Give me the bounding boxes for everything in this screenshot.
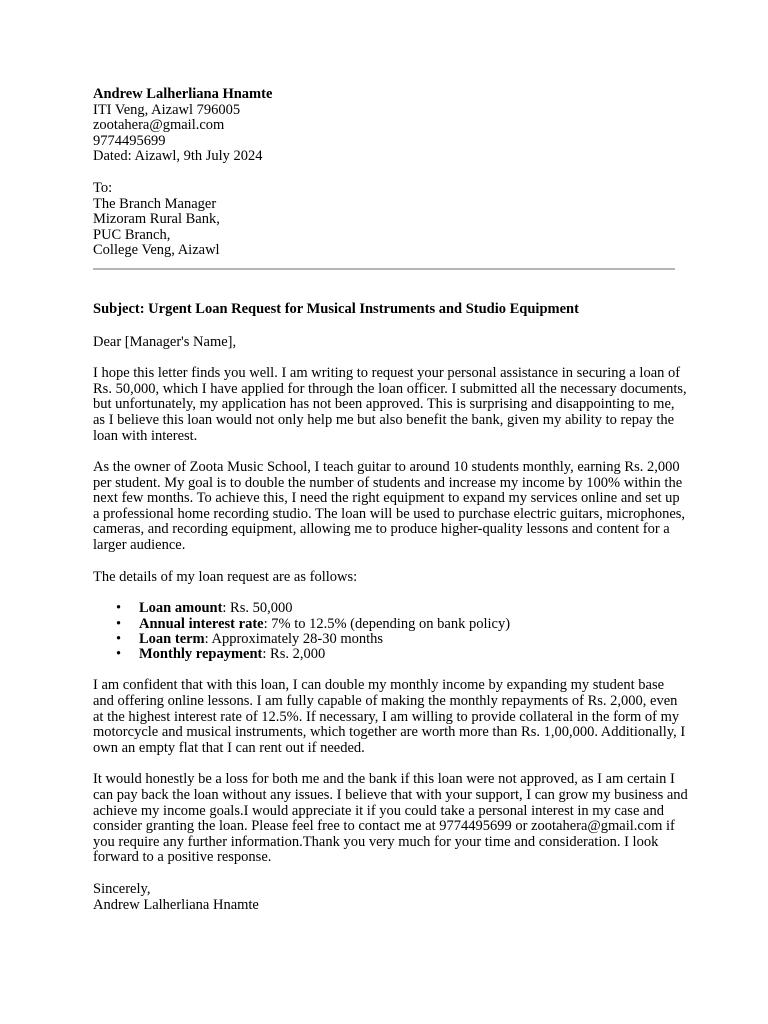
horizontal-divider bbox=[93, 268, 675, 270]
paragraph-line: next few months. To achieve this, I need the right equipment to expand my services online and set up bbox=[93, 490, 680, 507]
paragraph-line: larger audience. bbox=[93, 537, 186, 554]
letter-page bbox=[93, 86, 688, 913]
valediction: Sincerely, bbox=[93, 880, 151, 897]
paragraph-line: I hope this letter finds you well. I am writing to request your personal assistance in securing a loan of bbox=[93, 365, 681, 382]
detail-value: : Rs. 50,000 bbox=[222, 600, 293, 617]
detail-label: Monthly repayment bbox=[139, 646, 263, 663]
recipient-block bbox=[93, 181, 677, 259]
bullet-icon: • bbox=[116, 630, 122, 647]
paragraph-line: Rs. 50,000, which I have applied for through the loan officer. I submitted all the necessary documents, bbox=[93, 380, 687, 397]
list-item bbox=[116, 600, 677, 617]
paragraph-line: It would honestly be a loss for both me and the bank if this loan were not approved, as I am certain I bbox=[93, 771, 675, 788]
list-item bbox=[116, 630, 677, 647]
paragraph-line: motorcycle and musical instruments, which together are worth more than Rs. 1,00,000. Additionally, I bbox=[93, 724, 686, 741]
recipient-bank: Mizoram Rural Bank, bbox=[93, 211, 220, 228]
detail-value: : 7% to 12.5% (depending on bank policy) bbox=[263, 615, 511, 632]
closing-block bbox=[93, 882, 677, 913]
paragraph-line: cameras, and recording equipment, allowing me to produce higher-quality lessons and content for a bbox=[93, 521, 670, 538]
paragraph-line: can pay back the loan without any issues. I believe that with your support, I can grow my business and bbox=[93, 787, 688, 803]
sender-name: Andrew Lalherliana Hnamte bbox=[93, 86, 273, 102]
paragraph-line: achieve my income goals.I would appreciate it if you could take a personal interest in my case and bbox=[93, 802, 664, 819]
paragraph-line: As the owner of Zoota Music School, I teach guitar to around 10 students monthly, earning Rs. 2,000 bbox=[93, 459, 680, 476]
paragraph-closing bbox=[93, 771, 688, 866]
recipient-title: The Branch Manager bbox=[93, 195, 217, 212]
paragraph-line: per student. My goal is to double the number of students and increase my income by 100% within the bbox=[93, 474, 683, 491]
detail-label: Annual interest rate bbox=[139, 615, 264, 632]
sender-block bbox=[93, 87, 677, 165]
loan-details-list bbox=[93, 601, 677, 662]
detail-value: : Rs. 2,000 bbox=[262, 646, 326, 663]
recipient-location: College Veng, Aizawl bbox=[93, 242, 220, 259]
signature-name: Andrew Lalherliana Hnamte bbox=[93, 896, 259, 913]
salutation: Dear [Manager's Name], bbox=[93, 333, 237, 350]
list-item bbox=[116, 615, 677, 632]
sender-address: ITI Veng, Aizawl 796005 bbox=[93, 101, 241, 118]
detail-value: : Approximately 28-30 months bbox=[204, 630, 384, 647]
paragraph-line: and offering online lessons. I am fully capable of making the monthly repayments of Rs. 2,000, even bbox=[93, 693, 678, 710]
paragraph-line: own an empty flat that I can rent out if needed. bbox=[93, 739, 365, 756]
paragraph-line: I am confident that with this loan, I can double my monthly income by expanding my student base bbox=[93, 677, 665, 694]
subject-line: Subject: Urgent Loan Request for Musical Instruments and Studio Equipment bbox=[93, 300, 579, 317]
detail-label: Loan term bbox=[139, 630, 205, 647]
sender-email: zootahera@gmail.com bbox=[93, 117, 225, 134]
details-intro: The details of my loan request are as follows: bbox=[93, 568, 358, 585]
paragraph-line: but unfortunately, my application has not been approved. This is surprising and disappointing to me, bbox=[93, 396, 675, 413]
detail-label: Loan amount bbox=[139, 600, 223, 617]
paragraph-line: a professional home recording studio. The loan will be used to purchase electric guitars, microphones, bbox=[93, 505, 686, 522]
paragraph-line: consider granting the loan. Please feel free to contact me at 9774495699 or zootahera@gmail.com if bbox=[93, 818, 675, 835]
paragraph-intro bbox=[93, 365, 687, 444]
to-label: To: bbox=[93, 179, 113, 196]
paragraph-line: as I believe this loan would not only help me but also benefit the bank, given my ability to repay the bbox=[93, 411, 675, 428]
paragraph-line: loan with interest. bbox=[93, 427, 198, 444]
paragraph-line: forward to a positive response. bbox=[93, 849, 272, 866]
letter-date: Dated: Aizawl, 9th July 2024 bbox=[93, 148, 263, 165]
bullet-icon: • bbox=[116, 600, 122, 617]
paragraph-line: at the highest interest rate of 12.5%. If necessary, I am willing to provide collateral in the form of my bbox=[93, 708, 680, 725]
recipient-branch: PUC Branch, bbox=[93, 226, 171, 243]
paragraph-repayment bbox=[93, 677, 686, 756]
bullet-icon: • bbox=[116, 646, 122, 663]
paragraph-business bbox=[93, 459, 686, 554]
paragraph-line: you require any further information.Thank you very much for your time and consideration. I look bbox=[93, 833, 659, 850]
sender-phone: 9774495699 bbox=[93, 132, 166, 149]
bullet-icon: • bbox=[116, 615, 122, 632]
list-item bbox=[116, 646, 677, 663]
